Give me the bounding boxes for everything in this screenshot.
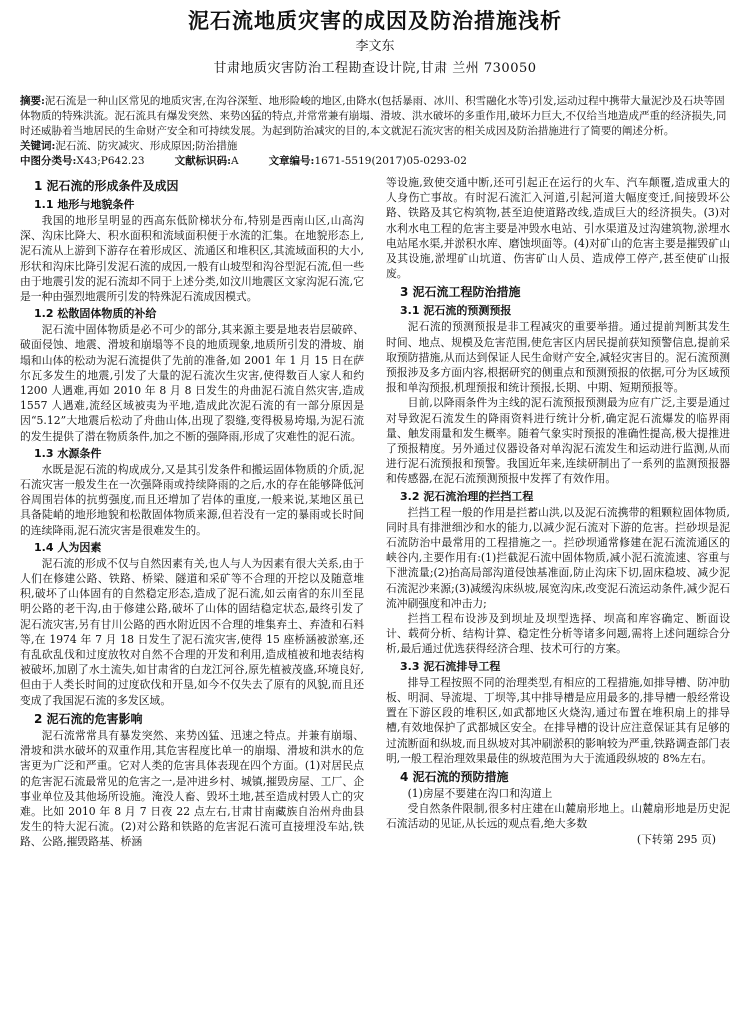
body-paragraph: 泥石流中固体物质是必不可少的部分,其来源主要是地表岩层破碎、破面侵蚀、地震、滑坡和崩塌等不良的地质现象,地质所引发的滑坡、崩塌和山体的松动为泥石流提供了先前的准备,如 2001 年 1 月 15 日在萨尔瓦多发生的地震,引发了大量的泥石流次生灾害,使得数百人家人和约 1200 人遇难,再如 2010 年 8 月 8 日发生的舟曲泥石流自然灾害,造成 1557 人遇难,流经区域被夷为平地,造成此次泥石流的有一部分原因是因“5.12”大地震后松动了舟曲山体,出现了裂缝,变得极易垮塌,为泥石流的发生提供了潜在物质条件,加之不断的强降雨,形成了灾难性的泥石流。	[20, 323, 364, 443]
section-heading: 3 泥石流工程防治措施	[400, 285, 521, 300]
section-heading: 2 泥石流的危害影响	[34, 711, 143, 726]
author-affiliation: 甘肃地质灾害防治工程勘查设计院,甘肃 兰州 730050	[213, 61, 537, 76]
subsection-heading: 3.1 泥石流的预测预报	[400, 304, 512, 318]
article-number-label: 文章编号:	[268, 155, 315, 167]
body-paragraph: 泥石流的预测预报是非工程减灾的重要举措。通过提前判断其发生时间、地点、规模及危害范围,使危害区内居民提前获知预警信息,提前采取预防措施,从而达到保证人民生命财产安全,减轻灾害目的。泥石流预测预报涉及多方面内容,根据研究的侧重点和预测预报的依据,可分为区域预报和单沟预报,机理预报和统计预报,长期、中期、短期预报等。	[386, 320, 730, 395]
body-paragraph: 受自然条件限制,很多村庄建在山麓扇形地上。山麓扇形地是历史泥石流活动的见证,从长远的观点看,绝大多数	[386, 802, 730, 831]
subsection-heading: 1.1 地形与地貌条件	[34, 198, 135, 211]
body-paragraph: (1)房屋不要建在沟口和沟道上	[407, 786, 553, 800]
body-paragraph: 目前,以降雨条件为主线的泥石流预报预测最为应有广泛,主要是通过对导致泥石流发生的降雨资料进行统计分析,确定泥石流爆发的临界雨量、触发雨量和发生概率。随着气象实时预报的准确性提高,极大提推进了预报精度。另外通过仪器设备对单沟泥石流发生和运动进行监测,从而进行泥石流预报和预警。我国近年来,连续研制出了一系列的监测预报器和传感器,在泥石流预测预报中发挥了有效作用。	[386, 396, 730, 486]
clc-field	[20, 154, 145, 169]
left-column	[20, 175, 364, 850]
keywords-label: 关键词:	[20, 140, 56, 152]
abstract-text: 泥石流是一种山区常见的地质灾害,在沟谷深堑、地形险峻的地区,由降水(包括暴雨、冰川、积雪融化水等)引发,运动过程中携带大量泥沙及石块等固体物质的特殊洪流。泥石流具有爆发突然、来势凶猛的特点,并常常兼有崩塌、滑坡、洪水破坏的多重作用,破坏力巨大,不仅给当地造成严重的经济损失,同时还威胁着当地居民的生命财产安全和可持续发展。为起到防治减灾的目的,本文就泥石流灾害的相关成因及防治措施进行了简要的阐述分析。	[20, 95, 727, 137]
clc-value: X43;P642.23	[76, 155, 145, 167]
body-paragraph: 排导工程按照不同的治理类型,有相应的工程措施,如排导槽、防冲肋板、明洞、导流堤、丁坝等,其中排导槽是应用最多的,排导槽一般经常设置在下游区段的堆积区,如武都地区火烧沟,通过布置在堆积扇上的排导槽,有效地保护了武都城区安全。在排导槽的设计应注意保证其有足够的过流断面和纵坡,而且纵坡对其冲刷淤积的影响较为严重,铁路调查部门表明,一般工程治理效果最佳的纵坡范围为大于流通段纵坡的 8%左右。	[386, 675, 730, 765]
body-paragraph: 拦挡工程布设涉及到坝址及坝型选择、坝高和库容确定、断面设计、载荷分析、结构计算、稳定性分析等诸多问题,需将上述问题综合分析,最后通过优选获得经济合理、技术可行的方案。	[386, 612, 730, 656]
subsection-heading: 1.2 松散固体物质的补给	[34, 307, 157, 321]
body-paragraph: 泥石流常常具有暴发突然、来势凶猛、迅速之特点。并兼有崩塌、滑坡和洪水破坏的双重作用,其危害程度比单一的崩塌、滑坡和洪水的危害更为广泛和严重。它对人类的危害具体表现在四个方面。(1)对居民点的危害泥石流最常见的危害之一,是冲进乡村、城镇,摧毁房屋、工厂、企事业单位及其他场所设施。淹没人畜、毁坏土地,甚至造成村毁人亡的灾难。比如 2010 年 8 月 7 日夜 22 点左右,甘肃甘南藏族自治州舟曲县发生的特大泥石流。(2)对公路和铁路的危害泥石流可直接埋没车站,铁路、公路,摧毁路基、桥涵	[20, 728, 364, 849]
right-column	[386, 175, 730, 850]
continued-on-note: (下转第 295 页)	[636, 832, 716, 846]
subsection-heading: 3.2 泥石流治理的拦挡工程	[400, 489, 534, 503]
subsection-heading: 1.3 水源条件	[34, 446, 102, 460]
section-heading: 4 泥石流的预防措施	[400, 769, 509, 784]
doc-code-value: A	[230, 155, 239, 167]
body-paragraph: 拦挡工程一般的作用是拦蓄山洪,以及泥石流携带的粗颗粒固体物质,同时具有排泄细沙和水的能力,以减少泥石流对下游的危害。拦砂坝是泥石流防治中最常用的工程措施之一。拦砂坝通常修建在泥石流流通区的峡谷内,主要作用有:(1)拦截泥石流中固体物质,减小泥石流流速、容重与下泄流量;(2)抬高局部沟道侵蚀基准面,防止沟床下切,固床稳坡、减少泥石流泥沙来源;(3)减缓沟床纵坡,展宽沟床,改变泥石流运动条件,减少泥石流冲刷强度和冲击力;	[386, 505, 730, 610]
author-name: 李文东	[355, 39, 395, 54]
body-paragraph: 等设施,致使交通中断,还可引起正在运行的火车、汽车颠覆,造成重大的人身伤亡事故。有时泥石流汇入河道,引起河道大幅度变迁,间接毁坏公路、铁路及其它构筑物,甚至迫使道路改线,造成巨大的经济损失。(3)对水利水电工程的危害主要是冲毁水电站、引水渠道及过沟建筑物,淤埋水电站尾水渠,并淤积水库、磨蚀坝面等。(4)对矿山的危害主要是摧毁矿山及其设施,淤埋矿山坑道、伤害矿山人员、造成停工停产,甚至使矿山报废。	[386, 176, 730, 281]
abstract-label: 摘要:	[20, 95, 45, 107]
article-number-field	[269, 154, 467, 169]
section-heading: 1 泥石流的形成条件及成因	[34, 179, 179, 193]
body-paragraph: 泥石流的形成不仅与自然因素有关,也人与人为因素有很大关系,由于人们在修建公路、铁路、桥梁、隧道和采矿等不合理的开挖以及随意堆积,破坏了山体固有的自然稳定形态,造成了泥石流,如云南省的东川至昆明公路的老干沟,由于修建公路,破坏了山体的固结稳定状态,最终引发了泥石流灾害,另有甘川公路的西水附近因不合理的堆集弃土、弃渣和石料等,在 1974 年 7 月 18 日发生了泥石流灾害,使得 15 座桥涵被淤塞,还有乱砍乱伐和过度放牧对自然不合理的开发和利用,造成植被和地表结构被破坏,加剧了水土流失,如甘肃省的白龙江河谷,原先植被茂盛,环境良好,但由于人类长时间的过度砍伐和开垦,如今不仅失去了原有的风貌,而且还变成了我国泥石流的多发区域。	[20, 556, 364, 707]
paper-title: 泥石流地质灾害的成因及防治措施浅析	[188, 9, 562, 33]
body-paragraph: 我国的地形呈明显的西高东低阶梯状分布,特别是西南山区,山高沟深、沟床比降大、积水面积和流域面积便于水流的汇集。在地貌形态上,泥石流从上游到下游存在着形成区、流通区和堆积区,其流域面积的大小,形状和沟床比降引发泥石流的成因,一般有山坡型和沟谷型泥石流,但一些由于地震引发的泥石流却不同于上述分类,如汶川地震区文家沟泥石流,它是一种由强烈地震所引发的特殊泥石流成因模式。	[20, 214, 364, 304]
doc-code-field	[175, 154, 239, 169]
classification-row	[20, 154, 730, 169]
subsection-heading: 3.3 泥石流排导工程	[400, 659, 501, 673]
abstract-block	[20, 94, 730, 169]
subsection-heading: 1.4 人为因素	[34, 540, 102, 554]
body-columns	[20, 175, 730, 850]
abstract-paragraph	[20, 94, 730, 139]
article-number-value: 1671-5519(2017)05-0293-02	[314, 155, 467, 167]
doc-code-label: 文献标识码:	[174, 155, 231, 167]
body-paragraph: 水既是泥石流的构成成分,又是其引发条件和搬运固体物质的介质,泥石流灾害一般发生在一次强降雨或持续降雨的之后,水的存在能够降低河谷周围岩体的抗剪强度,而且还增加了岩体的重度,一般来说,某地区虽已具备陡峭的地形地貌和松散固体物质来源,但若没有一定的暴雨或长时间的连续降雨,泥石流灾害是很难发生的。	[20, 462, 364, 537]
clc-label: 中图分类号:	[20, 155, 77, 167]
keywords-text: 泥石流、防灾减灾、形成原因;防治措施	[55, 140, 238, 152]
keywords-line	[20, 139, 730, 154]
